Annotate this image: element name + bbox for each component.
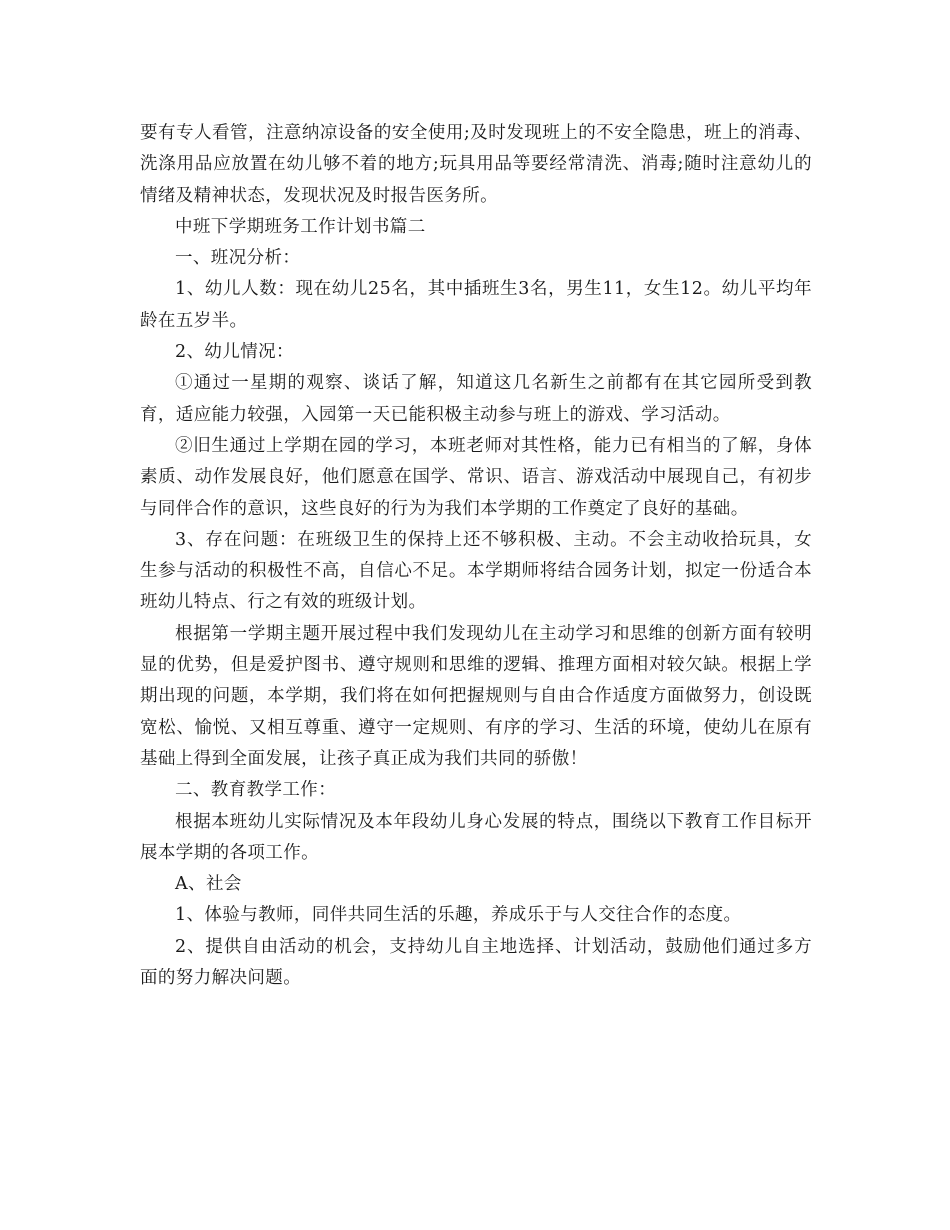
subheading-society: A、社会 — [175, 874, 242, 895]
paragraph: 1、体验与教师，同伴共同生活的乐趣，养成乐于与人交往合作的态度。 — [175, 905, 742, 926]
section-title: 中班下学期班务工作计划书篇二 — [175, 216, 426, 237]
paragraph: 要有专人看管，注意纳凉设备的安全使用;及时发现班上的不安全隐患，班上的消毒、洗涤用品应放置在幼儿够不着的地方;玩具用品等要经常清洗、消毒;随时注意幼儿的情绪及精神状态，发现状况及时报告医务所。 — [140, 123, 812, 206]
heading-class-analysis: 一、班况分析： — [175, 248, 301, 269]
paragraph: 1、幼儿人数：现在幼儿25名，其中插班生3名，男生11，女生12。幼儿平均年龄在五岁半。 — [140, 279, 812, 331]
document-body — [140, 118, 812, 994]
paragraph: 根据本班幼儿实际情况及本年段幼儿身心发展的特点，围绕以下教育工作目标开展本学期的各项工作。 — [140, 811, 812, 863]
paragraph: 3、存在问题：在班级卫生的保持上还不够积极、主动。不会主动收拾玩具，女生参与活动的积极性不高，自信心不足。本学期师将结合园务计划，拟定一份适合本班幼儿特点、行之有效的班级计划。 — [140, 529, 812, 613]
paragraph: ①通过一星期的观察、谈话了解，知道这几名新生之前都有在其它园所受到教育，适应能力较强，入园第一天已能积极主动参与班上的游戏、学习活动。 — [140, 373, 812, 425]
paragraph: ②旧生通过上学期在园的学习，本班老师对其性格，能力已有相当的了解，身体素质、动作发展良好，他们愿意在国学、常识、语言、游戏活动中展现自己，有初步与同伴合作的意识，这些良好的行为为我们本学期的工作奠定了良好的基础。 — [140, 435, 812, 519]
subheading-child-situation: 2、幼儿情况： — [175, 342, 294, 363]
paragraph: 根据第一学期主题开展过程中我们发现幼儿在主动学习和思维的创新方面有较明显的优势，但是爱护图书、遵守规则和思维的逻辑、推理方面相对较欠缺。根据上学期出现的问题，本学期，我们将在如何把握规则与自由合作适度方面做努力，创设既宽松、愉悦、又相互尊重、遵守一定规则、有序的学习、生活的环境，使幼儿在原有基础上得到全面发展，让孩子真正成为我们共同的骄傲！ — [140, 623, 812, 769]
paragraph: 2、提供自由活动的机会，支持幼儿自主地选择、计划活动，鼓励他们通过多方面的努力解决问题。 — [140, 936, 812, 989]
heading-teaching-work: 二、教育教学工作： — [175, 780, 337, 801]
